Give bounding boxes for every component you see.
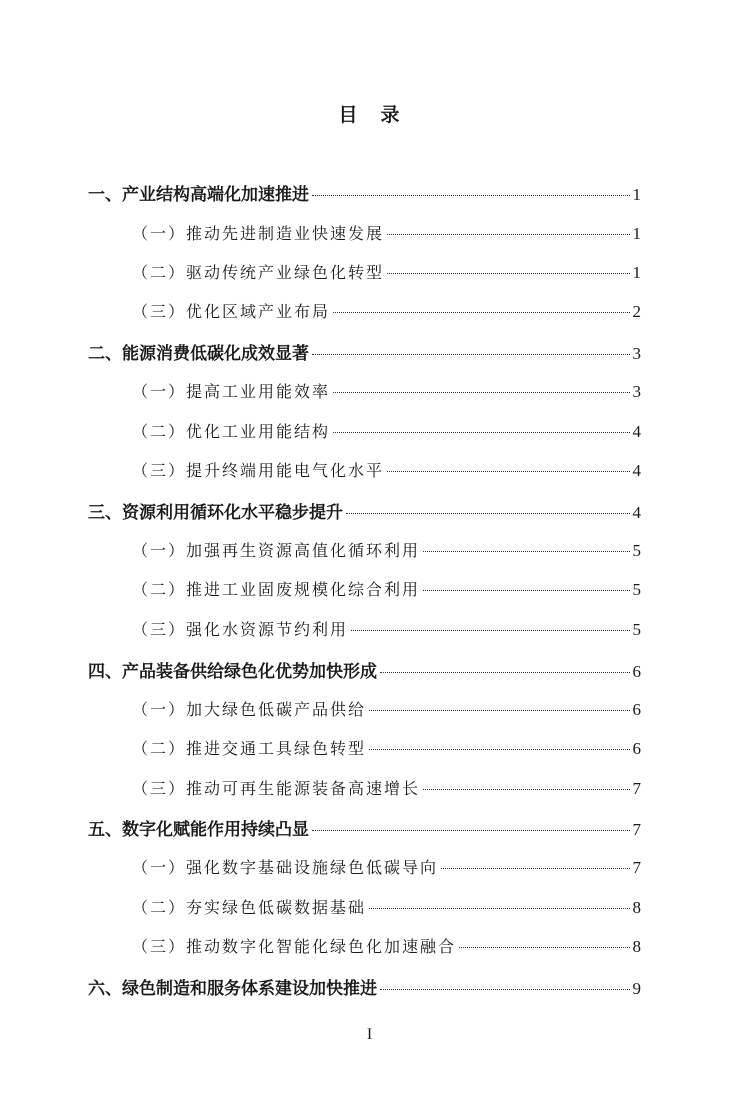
- dot-leader: [351, 630, 629, 631]
- toc-entry-text: （二）优化工业用能结构: [132, 422, 331, 441]
- toc-entry-text: （二）驱动传统产业绿色化转型: [132, 263, 385, 282]
- dot-leader: [312, 354, 630, 355]
- toc-entry-text: （三）推动可再生能源装备高速增长: [132, 779, 421, 798]
- toc-entry-text: （三）强化水资源节约利用: [132, 620, 349, 639]
- toc-entry-text: （一）推动先进制造业快速发展: [132, 224, 385, 243]
- toc-page-number: 9: [632, 979, 641, 998]
- toc-page-number: 8: [632, 937, 641, 956]
- title-char-1: 目: [338, 104, 359, 126]
- toc-entry-text: （二）推进工业固废规模化综合利用: [132, 580, 421, 599]
- toc-page-number: 6: [632, 662, 641, 681]
- toc-page-number: 1: [632, 263, 641, 282]
- dot-leader: [369, 908, 629, 909]
- dot-leader: [387, 234, 629, 235]
- toc-entry-text: （二）推进交通工具绿色转型: [132, 739, 367, 758]
- dot-leader: [387, 273, 629, 274]
- toc-entry-text: （一）提高工业用能效率: [132, 382, 331, 401]
- dot-leader: [333, 312, 629, 313]
- toc-entry-text: （一）加大绿色低碳产品供给: [132, 700, 367, 719]
- toc-entry-section-3-3[interactable]: [132, 617, 641, 643]
- dot-leader: [312, 830, 630, 831]
- toc-page-number: 7: [632, 858, 641, 877]
- toc-page-number: 8: [632, 898, 641, 917]
- dot-leader: [423, 551, 629, 552]
- toc-page-number: 5: [632, 620, 641, 639]
- toc-entry-text: 三、资源利用循环化水平稳步提升: [88, 503, 343, 523]
- toc-entry-text: 二、能源消费低碳化成效显著: [88, 344, 309, 364]
- toc-page-number: 2: [632, 302, 641, 321]
- dot-leader: [312, 195, 630, 196]
- toc-page-number: 7: [632, 820, 641, 839]
- toc-entry-section-2-1[interactable]: [132, 379, 641, 405]
- toc-page-number: 5: [632, 541, 641, 560]
- toc-entry-chapter-6[interactable]: [88, 974, 641, 1000]
- toc-page-number: 6: [632, 739, 641, 758]
- dot-leader: [441, 868, 629, 869]
- toc-entry-text: （三）优化区域产业布局: [132, 302, 331, 321]
- dot-leader: [369, 710, 629, 711]
- toc-entry-chapter-1[interactable]: [88, 180, 641, 206]
- toc-entry-section-2-3[interactable]: [132, 458, 641, 484]
- toc-entry-text: （一）强化数字基础设施绿色低碳导向: [132, 858, 439, 877]
- toc-entry-section-4-2[interactable]: [132, 736, 641, 762]
- toc-entry-chapter-5[interactable]: [88, 815, 641, 841]
- toc-entry-text: （三）推动数字化智能化绿色化加速融合: [132, 937, 457, 956]
- toc-entry-section-3-1[interactable]: [132, 538, 641, 564]
- toc-entry-text: 六、绿色制造和服务体系建设加快推进: [88, 979, 377, 999]
- title-char-2: 录: [380, 104, 401, 126]
- dot-leader: [423, 590, 629, 591]
- dot-leader: [333, 392, 629, 393]
- toc-page-number: 6: [632, 700, 641, 719]
- page-title: [0, 100, 739, 127]
- toc-entry-section-5-2[interactable]: [132, 895, 641, 921]
- dot-leader: [380, 672, 630, 673]
- toc-entry-section-1-3[interactable]: [132, 299, 641, 325]
- dot-leader: [459, 947, 629, 948]
- toc-entry-section-5-3[interactable]: [132, 934, 641, 960]
- toc-entry-text: （三）提升终端用能电气化水平: [132, 461, 385, 480]
- toc-page-number: 4: [632, 422, 641, 441]
- toc-entry-section-5-1[interactable]: [132, 855, 641, 881]
- toc-page-number: 7: [632, 779, 641, 798]
- toc-entry-text: 一、产业结构高端化加速推进: [88, 185, 309, 205]
- toc-page-number: 4: [632, 461, 641, 480]
- toc-entry-text: （一）加强再生资源高值化循环利用: [132, 541, 421, 560]
- dot-leader: [423, 789, 629, 790]
- dot-leader: [333, 432, 629, 433]
- toc-entry-section-3-2[interactable]: [132, 577, 641, 603]
- toc-entry-section-1-2[interactable]: [132, 260, 641, 286]
- toc-entry-section-2-2[interactable]: [132, 419, 641, 445]
- dot-leader: [380, 989, 630, 990]
- toc-page-number: 1: [632, 185, 641, 204]
- toc-entry-section-4-3[interactable]: [132, 776, 641, 802]
- toc-entry-section-1-1[interactable]: [132, 221, 641, 247]
- toc-entry-chapter-4[interactable]: [88, 657, 641, 683]
- toc-page-number: 1: [632, 224, 641, 243]
- dot-leader: [346, 513, 630, 514]
- toc-page-number: 3: [632, 344, 641, 363]
- toc-entry-chapter-2[interactable]: [88, 339, 641, 365]
- toc-page-number: 3: [632, 382, 641, 401]
- toc-entry-text: 四、产品装备供给绿色化优势加快形成: [88, 662, 377, 682]
- toc-entry-section-4-1[interactable]: [132, 697, 641, 723]
- toc-entry-text: 五、数字化赋能作用持续凸显: [88, 820, 309, 840]
- page-footer-number: I: [366, 1026, 373, 1043]
- toc-entry-chapter-3[interactable]: [88, 498, 641, 524]
- dot-leader: [369, 749, 629, 750]
- toc-entry-text: （二）夯实绿色低碳数据基础: [132, 898, 367, 917]
- toc-page-number: 4: [632, 503, 641, 522]
- toc-page-number: 5: [632, 580, 641, 599]
- dot-leader: [387, 471, 629, 472]
